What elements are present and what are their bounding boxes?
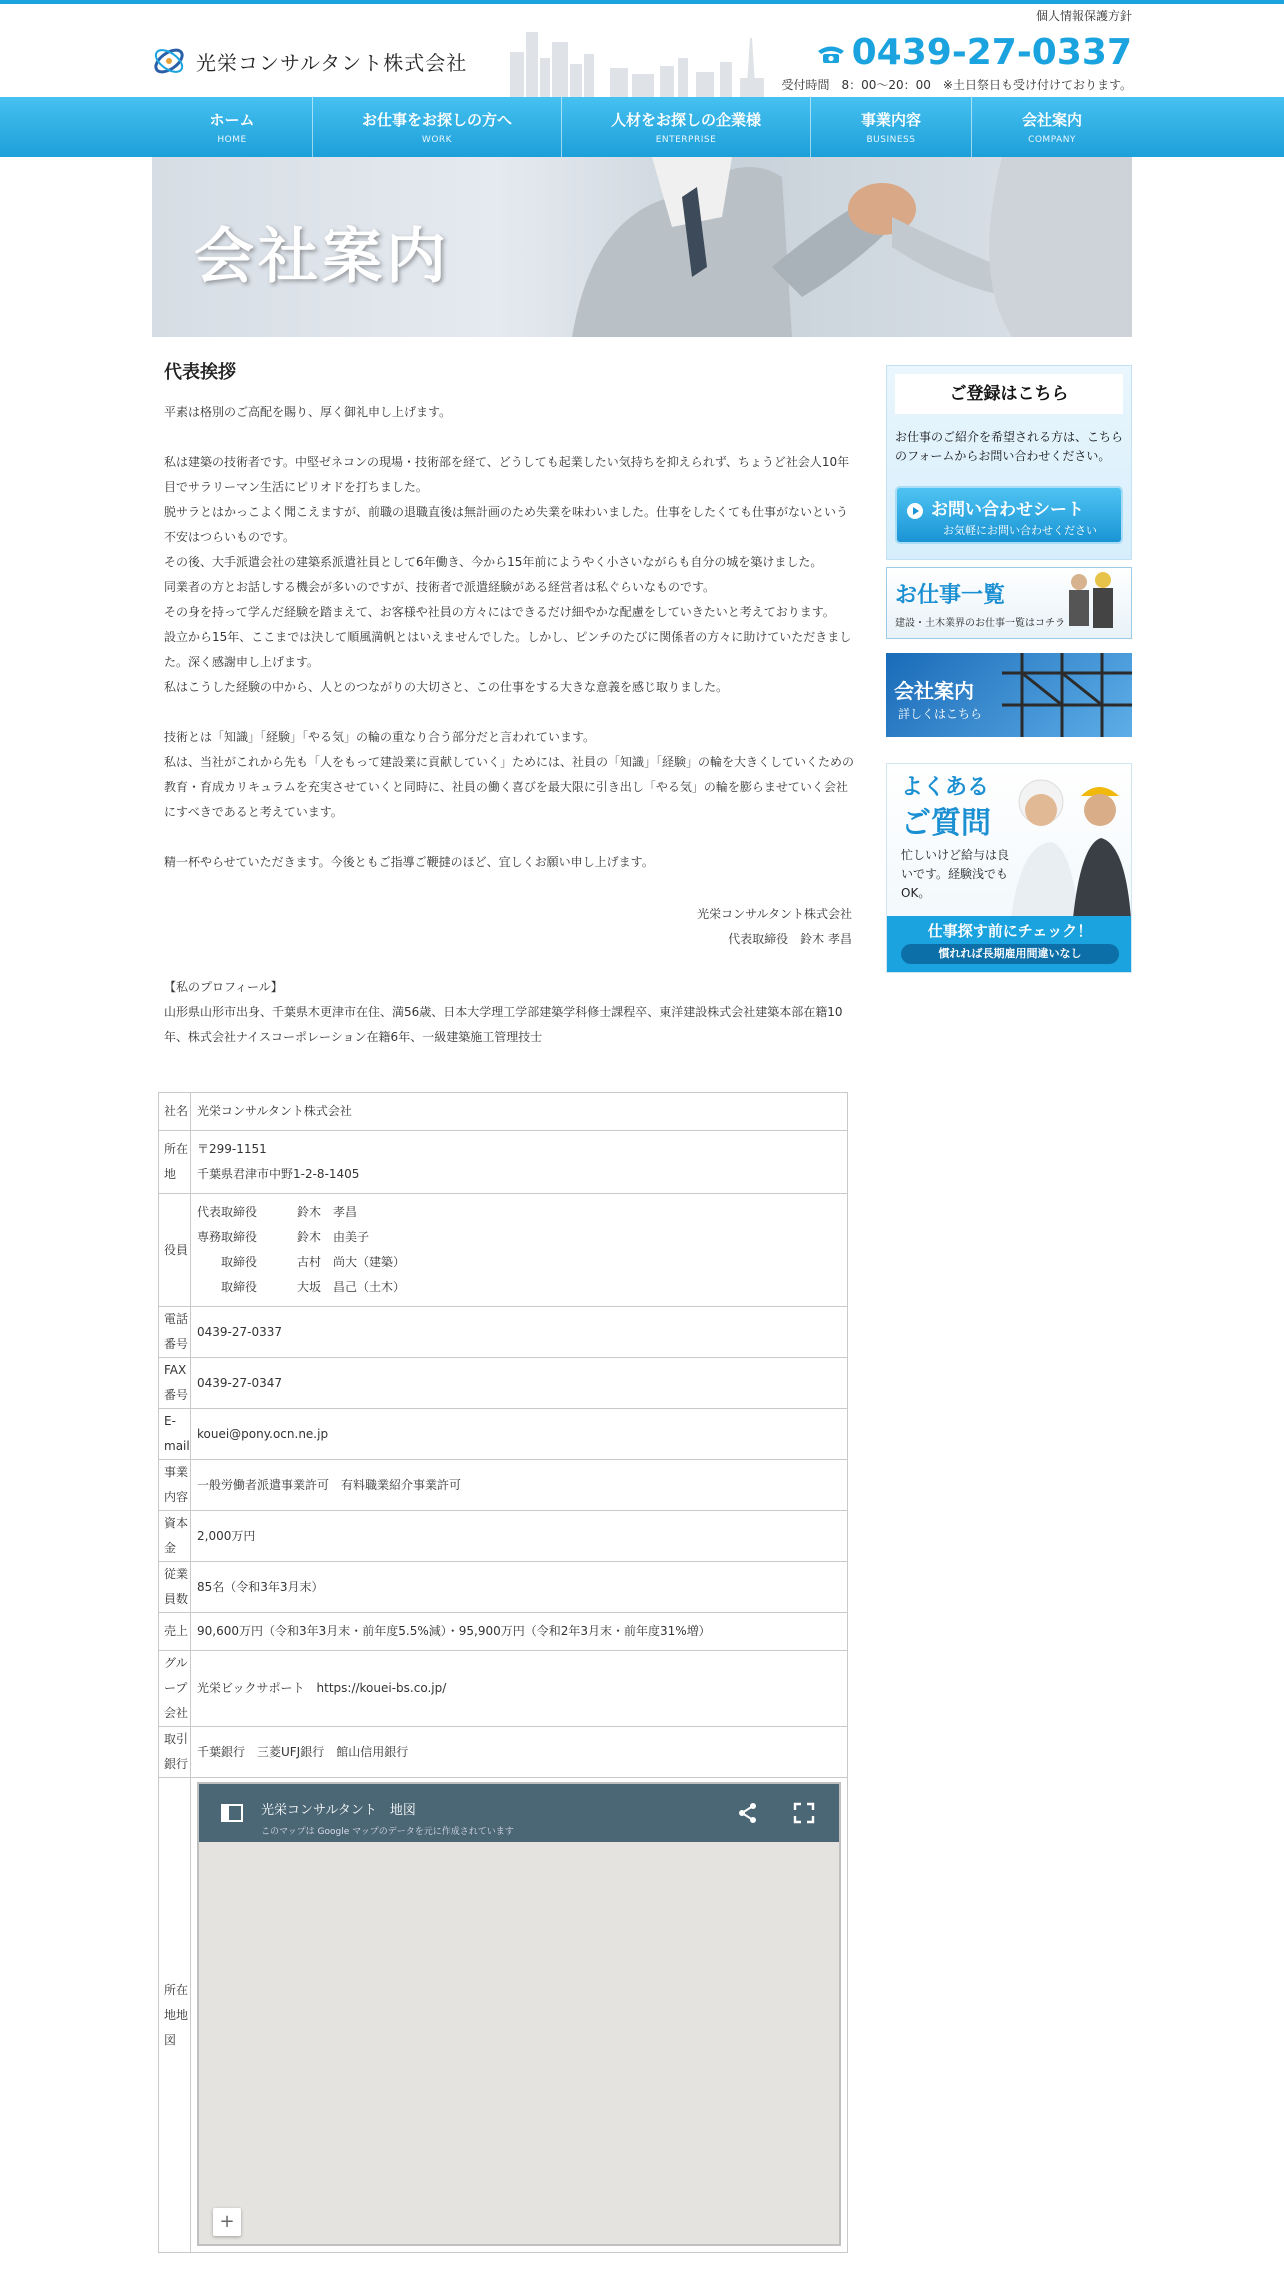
company-banner-sub: 詳しくはこちら [898, 707, 983, 721]
officer-role: 取締役 [221, 1280, 258, 1294]
officer-name: 古村 尚大（建築） [297, 1255, 406, 1269]
nav-sublabel: HOME [217, 135, 247, 145]
nav-sublabel: BUSINESS [866, 135, 916, 145]
telephone-icon [816, 42, 846, 64]
table-row [159, 1778, 848, 2253]
signature-company: 光栄コンサルタント株式会社 [697, 907, 852, 921]
smiling-workers-photo [1001, 764, 1131, 918]
row-value: 光栄コンサルタント株式会社 [191, 1093, 848, 1131]
officer-name: 鈴木 由美子 [297, 1230, 370, 1244]
profile-text: 山形県山形市出身、千葉県木更津市在住、満56歳、日本大学理工学部建築学科修士課程卒、東洋建設株式会社建築本部在籍10年、株式会社ナイスコーポレーション在籍6年、一級建築施工管理技士 [164, 1005, 843, 1044]
map-header [199, 1784, 839, 1842]
row-value: 0439-27-0337 [191, 1307, 848, 1358]
greeting-paragraph: 私は、当社がこれから先も「人をもって建設業に貢献していく」ためには、社員の「知識」「経験」の輪を大きくしていくための教育・育成カリキュラムを充実させていくと同時に、社員の働く喜びを最大限に引き出し「やる気」の輪を膨らませていく会社にすべきであると考えています。 [164, 755, 855, 819]
faq-footer [887, 916, 1132, 972]
greeting-paragraph: 私はこうした経験の中から、人とのつながりの大切さと、この仕事をする大きな意義を感じ取りました。 [164, 680, 729, 694]
table-row [159, 1194, 848, 1307]
city-skyline-illustration [500, 28, 770, 100]
table-row [159, 1093, 848, 1131]
nav-company[interactable] [972, 97, 1132, 157]
faq-text: 忙しいけど給与は良いです。経験浅でもOK。 [901, 848, 1010, 900]
nav-work[interactable] [313, 97, 562, 157]
table-row [159, 1613, 848, 1651]
officer-entry [197, 1250, 841, 1275]
row-label: FAX番号 [159, 1358, 191, 1409]
row-label: 資本金 [159, 1511, 191, 1562]
table-row [159, 1511, 848, 1562]
greeting-paragraph: 同業者の方とお話しする機会が多いのですが、技術者で派遣経験がある経営者は私ぐらいなものです。 [164, 580, 716, 594]
nav-label: 人材をお探しの企業様 [610, 111, 761, 129]
phone-number-text: 0439-27-0337 [851, 32, 1132, 73]
site-header [0, 4, 1284, 97]
row-label: 従業員数 [159, 1562, 191, 1613]
profile-heading: 【私のプロフィール】 [164, 980, 283, 994]
company-name: 光栄コンサルタント株式会社 [196, 50, 468, 75]
greeting-paragraph: 精一杯やらせていただきます。今後ともご指導ご鞭撻のほど、宜しくお願い申し上げます。 [164, 855, 654, 869]
job-list-banner-sub: 建設・土木業界のお仕事一覧はコチラ [895, 618, 1065, 629]
table-row [159, 1131, 848, 1194]
map-sidebar-icon[interactable] [219, 1800, 245, 1826]
greeting-text [164, 400, 854, 875]
fullscreen-icon[interactable] [791, 1800, 817, 1826]
embedded-map[interactable] [197, 1782, 841, 2246]
row-label: 社名 [159, 1093, 191, 1131]
scaffold-illustration [1002, 653, 1132, 737]
officers-list [191, 1194, 848, 1307]
row-label: 所在地 [159, 1131, 191, 1194]
profile [164, 975, 854, 1050]
row-label: E-mail [159, 1409, 191, 1460]
nav-label: お仕事をお探しの方へ [361, 111, 512, 129]
row-value [191, 1131, 848, 1194]
greeting-paragraph: 私は建築の技術者です。中堅ゼネコンの現場・技術部を経て、どうしても起業したい気持ちを抑えられず、ちょうど社会人10年目でサラリーマン生活にピリオドを打ちました。 [164, 455, 850, 494]
faq-footer-title: 仕事探す前にチェック！ [927, 922, 1093, 940]
arrow-right-icon [907, 503, 923, 519]
company-logo[interactable] [152, 44, 467, 78]
row-value: 一般労働者派遣事業許可 有料職業紹介事業許可 [191, 1460, 848, 1511]
nav-sublabel: COMPANY [1028, 135, 1076, 145]
contact-button-sublabel: お気軽にお問い合わせください [943, 524, 1097, 537]
faq-title-line2: ご質問 [901, 806, 991, 841]
company-info-banner[interactable] [886, 653, 1132, 737]
nav-business[interactable] [811, 97, 972, 157]
map-zoom-in-button[interactable]: + [213, 2208, 241, 2236]
row-label: グループ会社 [159, 1651, 191, 1727]
officer-name: 鈴木 孝昌 [297, 1205, 358, 1219]
map-title: 光栄コンサルタント 地図 [261, 1803, 416, 1818]
row-label: 取引銀行 [159, 1727, 191, 1778]
map-attribution: このマップは Google マップのデータを元に作成されています [261, 1827, 514, 1837]
logo-mark-icon [152, 44, 186, 78]
row-value: 0439-27-0347 [191, 1358, 848, 1409]
nav-sublabel: ENTERPRISE [655, 135, 717, 145]
officer-role: 取締役 [221, 1255, 258, 1269]
register-heading: ご登録はこちら [895, 374, 1123, 414]
row-value: 85名（令和3年3月末） [191, 1562, 848, 1613]
nav-label: 事業内容 [860, 111, 921, 129]
greeting-paragraph: 設立から15年、ここまでは決して順風満帆とはいえませんでした。しかし、ピンチのたびに関係者の方々に助けていただきました。深く感謝申し上げます。 [164, 630, 852, 669]
nav-label: 会社案内 [1021, 111, 1082, 129]
postal-code: 〒299-1151 [197, 1142, 267, 1156]
page-hero-banner [152, 157, 1132, 337]
nav-home[interactable] [152, 97, 313, 157]
greeting-paragraph: 技術とは「知識」「経験」「やる気」の輪の重なり合う部分だと言われています。 [164, 730, 596, 744]
email-link[interactable]: kouei@pony.ocn.ne.jp [191, 1409, 848, 1460]
workers-illustration [1055, 568, 1125, 638]
page-title: 会社案内 [194, 222, 450, 292]
register-box [886, 365, 1132, 560]
contact-button-label: お問い合わせシート [931, 500, 1084, 520]
officer-entry [197, 1200, 841, 1225]
section-title-greeting: 代表挨拶 [164, 362, 236, 383]
nav-enterprise[interactable] [562, 97, 811, 157]
row-value: 2,000万円 [191, 1511, 848, 1562]
job-list-banner-title: お仕事一覧 [895, 583, 1006, 608]
share-icon[interactable] [735, 1800, 761, 1826]
officer-role: 代表取締役 [197, 1205, 258, 1219]
global-nav [0, 97, 1284, 157]
map-cell [191, 1778, 848, 2253]
faq-footer-pill: 慣れれば長期雇用間違いなし [901, 944, 1119, 964]
handshake-photo [532, 157, 1132, 337]
greeting-paragraph: その後、大手派遣会社の建築系派遣社員として6年働き、今から15年前にようやく小さいながらも自分の城を築けました。 [164, 555, 823, 569]
table-row [159, 1409, 848, 1460]
privacy-policy-link[interactable]: 個人情報保護方針 [1035, 9, 1132, 23]
officer-entry [197, 1225, 841, 1250]
officer-name: 大坂 昌己（土木） [297, 1280, 406, 1294]
table-row [159, 1727, 848, 1778]
business-hours: 受付時間 8：00〜20：00 ※土日祭日も受け付けております。 [781, 78, 1132, 92]
company-banner-title: 会社案内 [894, 679, 974, 703]
row-label: 事業内容 [159, 1460, 191, 1511]
row-value: 90,600万円（令和3年3月末・前年度5.5%減）・95,900万円（令和2年3月末・前年度31%増） [191, 1613, 848, 1651]
table-row [159, 1460, 848, 1511]
nav-sublabel: WORK [421, 135, 453, 145]
job-list-banner[interactable] [886, 567, 1132, 639]
table-row [159, 1651, 848, 1727]
row-label: 電話番号 [159, 1307, 191, 1358]
group-company-link[interactable]: 光栄ビックサポート https://kouei-bs.co.jp/ [191, 1651, 848, 1727]
faq-banner[interactable] [886, 763, 1132, 973]
greeting-paragraph: その身を持って学んだ経験を踏まえて、お客様や社員の方々にはできるだけ細やかな配慮をしていきたいと考えております。 [164, 605, 835, 619]
greeting-paragraph: 脱サラとはかっこよく聞こえますが、前職の退職直後は無計画のため失業を味わいました。仕事をしたくても仕事がないという不安はつらいものです。 [164, 505, 849, 544]
table-row [159, 1562, 848, 1613]
row-value: 千葉銀行 三菱UFJ銀行 館山信用銀行 [191, 1727, 848, 1778]
nav-label: ホーム [209, 111, 255, 129]
table-row [159, 1307, 848, 1358]
contact-sheet-button[interactable] [895, 486, 1123, 544]
table-row [159, 1358, 848, 1409]
address: 千葉県君津市中野1-2-8-1405 [197, 1167, 360, 1181]
phone-number[interactable] [816, 32, 1132, 73]
signature-name: 代表取締役 鈴木 孝昌 [728, 932, 852, 946]
register-text: お仕事のご紹介を希望される方は、こちらのフォームからお問い合わせください。 [895, 430, 1124, 463]
company-info-table [158, 1092, 848, 2253]
row-label: 所在地地図 [159, 1778, 191, 2253]
signature [697, 902, 852, 952]
faq-title-line1: よくある [901, 775, 990, 800]
officer-role: 専務取締役 [197, 1230, 258, 1244]
officer-entry [197, 1275, 841, 1300]
row-label: 売上 [159, 1613, 191, 1651]
row-label: 役員 [159, 1194, 191, 1307]
greeting-paragraph: 平素は格別のご高配を賜り、厚く御礼申し上げます。 [164, 405, 452, 419]
